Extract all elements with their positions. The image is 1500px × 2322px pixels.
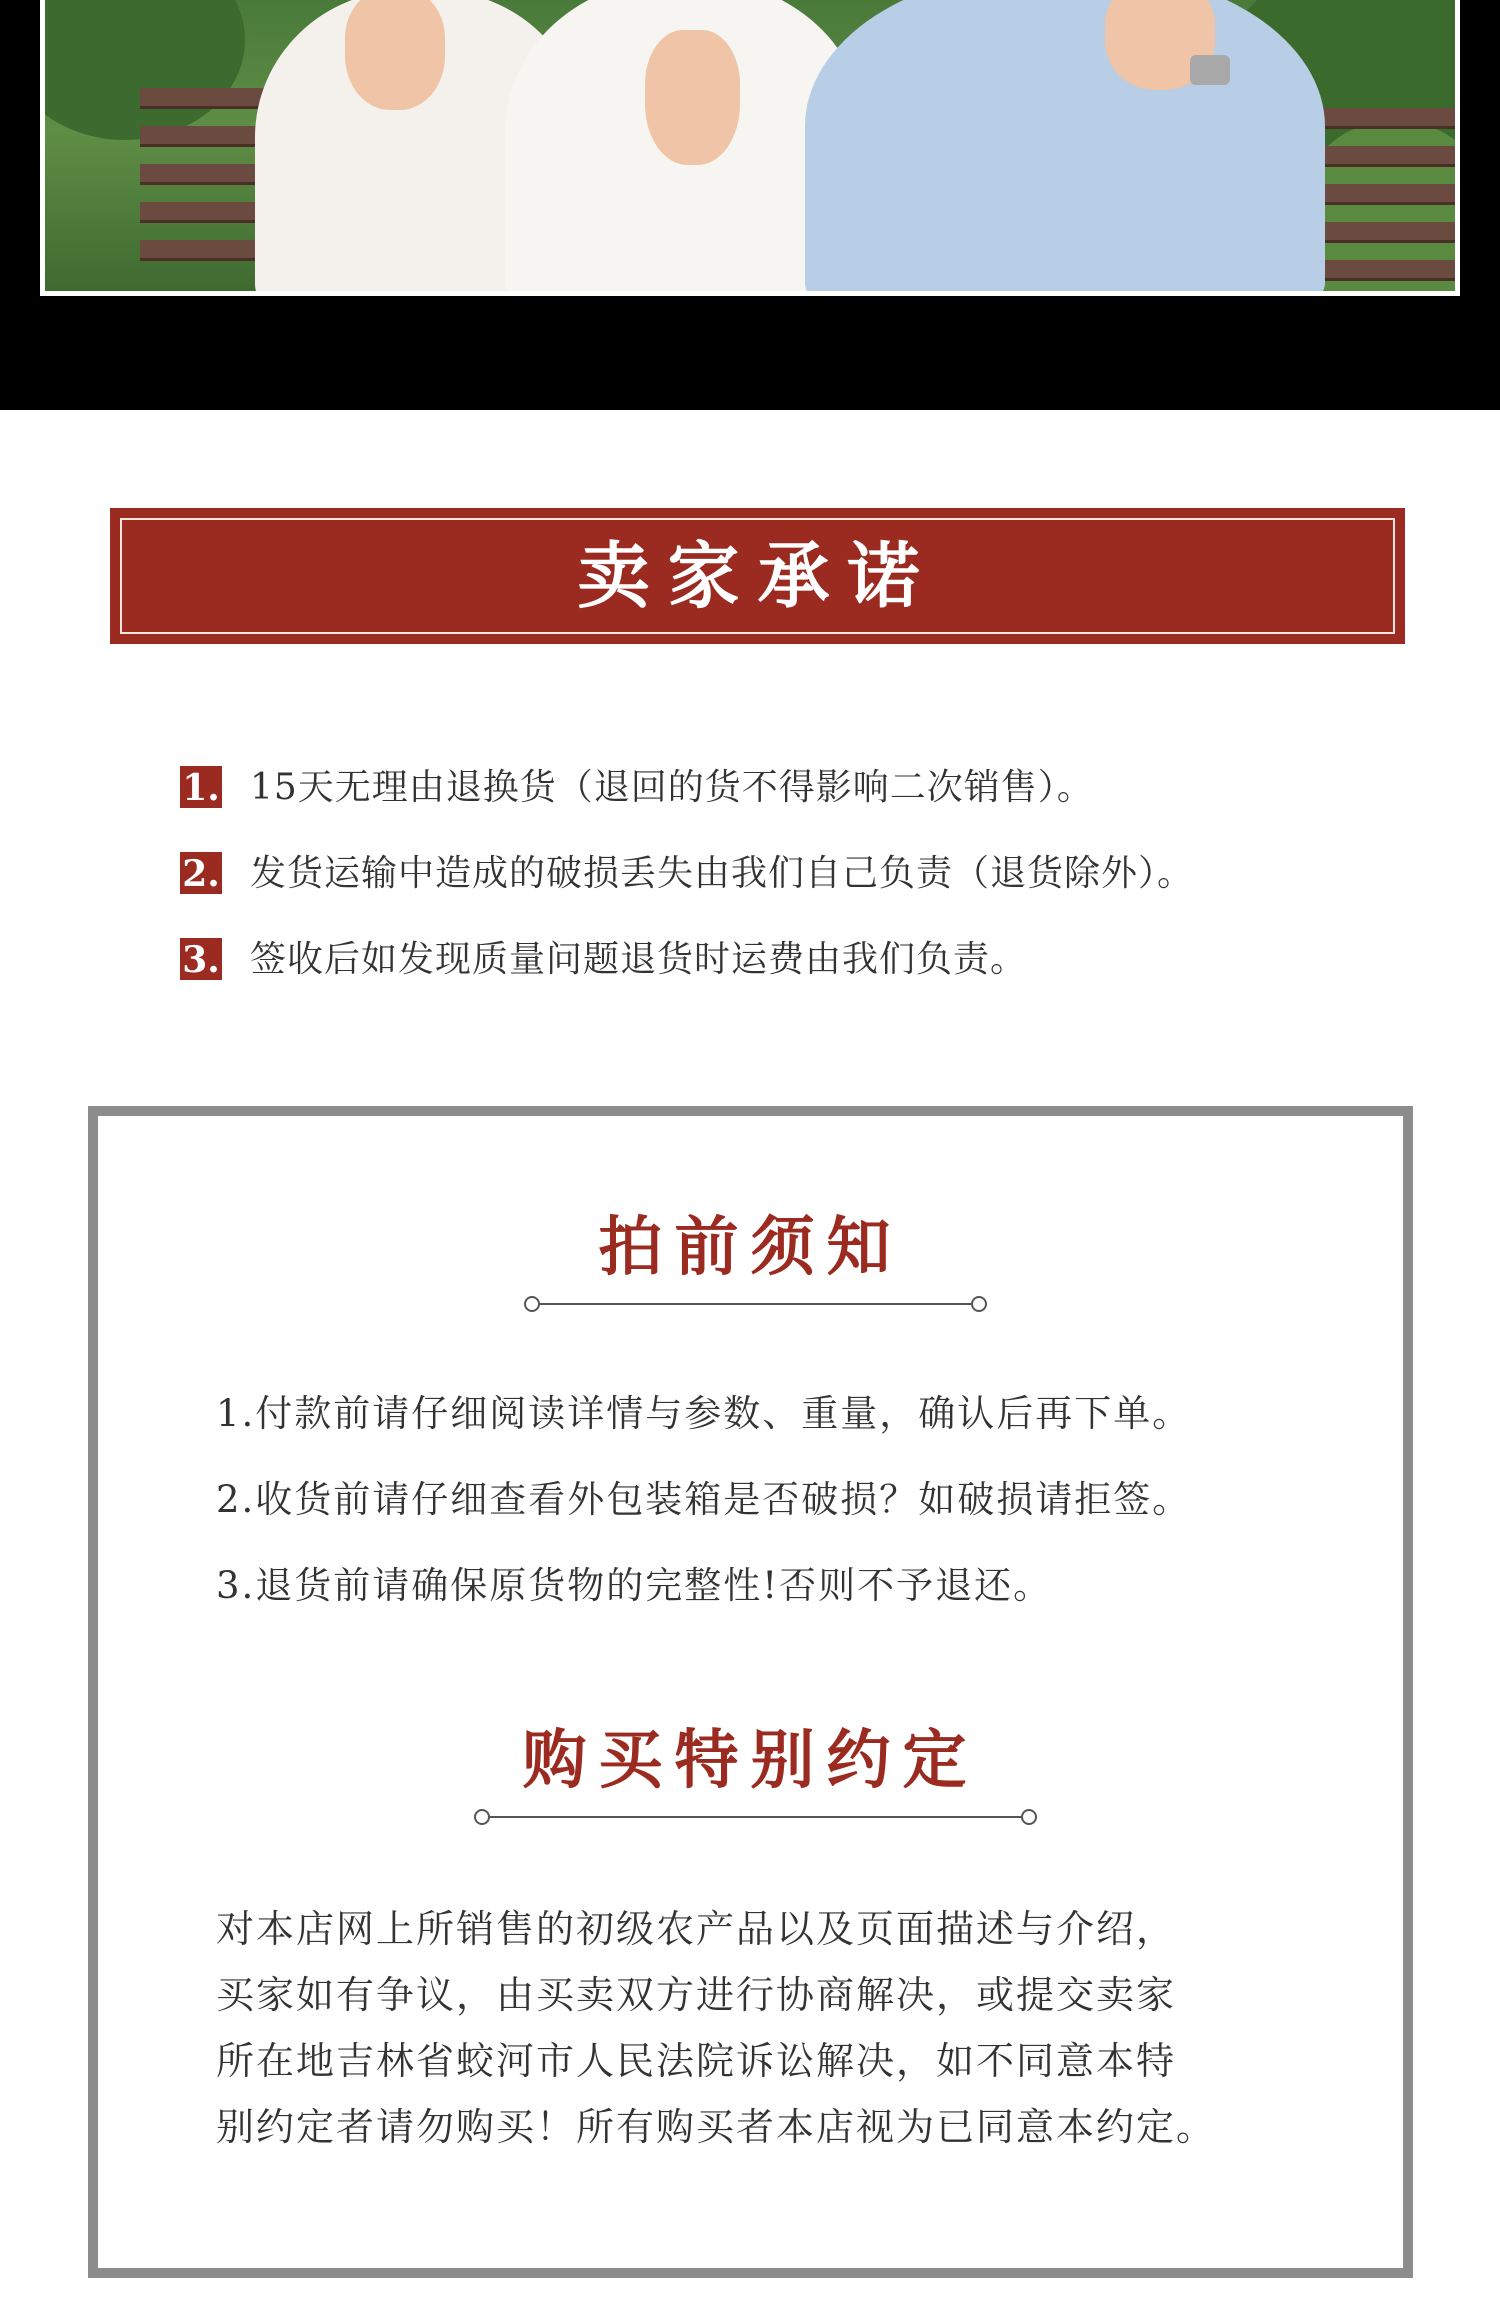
waving-hand-left [345, 0, 445, 110]
person-right [805, 0, 1325, 296]
hero-photo-band [0, 0, 1500, 410]
list-item [180, 846, 1420, 932]
agreement-line: 别约定者请勿购买！所有购买者本店视为已同意本约定。 [216, 2105, 1217, 2149]
agreement-line: 买家如有争议，由买卖双方进行协商解决，或提交卖家 [216, 1973, 1177, 2017]
promise-text: 15天无理由退换货（退回的货不得影响二次销售）。 [250, 767, 1094, 808]
list-item [180, 932, 1420, 1018]
list-item [180, 760, 1420, 846]
seller-promise-title: 卖家承诺 [577, 533, 938, 618]
notice-box [88, 1106, 1413, 2278]
agreement-title-divider [488, 1816, 1023, 1818]
agreement-line: 对本店网上所销售的初级农产品以及页面描述与介绍， [216, 1907, 1177, 1951]
promise-text: 发货运输中造成的破损丢失由我们自己负责（退货除外）。 [250, 853, 1195, 894]
agreement-text [216, 1896, 1316, 2160]
notice-title-divider [538, 1303, 973, 1305]
notice-item: 2.收货前请仔细查看外包装箱是否破损？如破损请拒签。 [216, 1478, 1192, 1521]
notice-item: 3.退货前请确保原货物的完整性!否则不予退还。 [216, 1564, 1053, 1607]
agreement-title: 购买特别约定 [522, 1723, 979, 1798]
seller-promise-list [180, 760, 1420, 1018]
seller-promise-banner [110, 508, 1405, 644]
wrist-watch [1190, 55, 1230, 85]
number-badge: 1. [180, 766, 222, 808]
family-photo [40, 0, 1460, 296]
notice-title: 拍前须知 [598, 1210, 903, 1285]
waving-hand-middle [645, 30, 740, 165]
number-badge: 3. [180, 938, 222, 980]
promise-text: 签收后如发现质量问题退货时运费由我们负责。 [250, 939, 1028, 980]
agreement-line: 所在地吉林省蛟河市人民法院诉讼解决，如不同意本特 [216, 2039, 1177, 2083]
notice-item: 1.付款前请仔细阅读详情与参数、重量，确认后再下单。 [216, 1392, 1192, 1435]
number-badge: 2. [180, 852, 222, 894]
